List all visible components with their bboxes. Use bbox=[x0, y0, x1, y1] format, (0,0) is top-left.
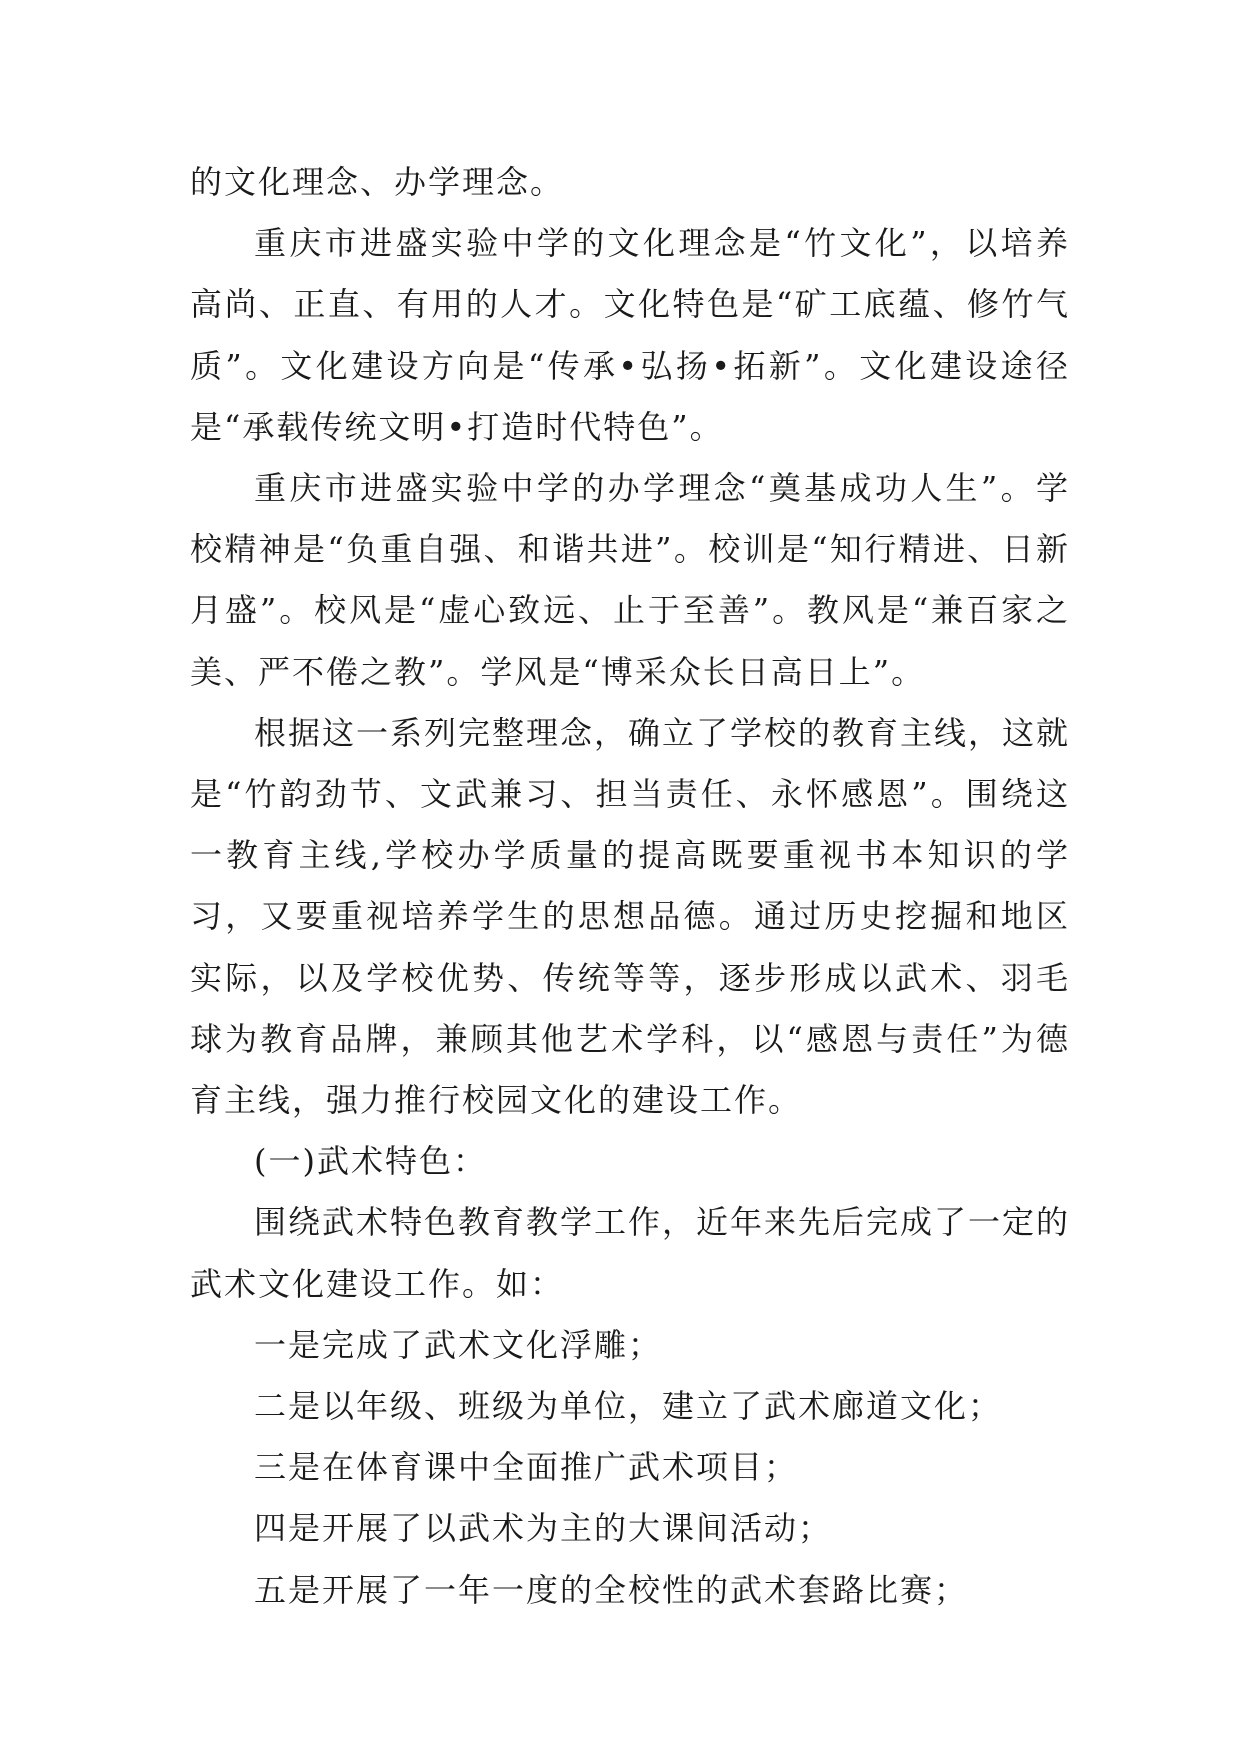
section-heading: (一)武术特色： bbox=[254, 1142, 487, 1181]
paragraph-3: 重庆市进盛实验中学的办学理念“奠基成功人生”。学校精神是“负重自强、和谐共进”。校训是“知行精进、日新月盛”。校风是“虚心致远、止于至善”。教风是“兼百家之美、严不倦之教”。学风是“博采众长日高日上”。 bbox=[190, 469, 1070, 691]
paragraph-5: 围绕武术特色教育教学工作，近年来先后完成了一定的武术文化建设工作。如： bbox=[190, 1203, 1071, 1303]
list-item-2: 二是以年级、班级为单位，建立了武术廊道文化； bbox=[254, 1387, 1003, 1426]
list-item-3: 三是在体育课中全面推广武术项目； bbox=[254, 1448, 799, 1487]
paragraph-1: 的文化理念、办学理念。 bbox=[190, 163, 565, 201]
list-item-5: 五是开展了一年一度的全校性的武术套路比赛； bbox=[254, 1570, 969, 1609]
document-body bbox=[190, 152, 1070, 1621]
list-item-4: 四是开展了以武术为主的大课间活动； bbox=[254, 1509, 833, 1548]
paragraph-4: 根据这一系列完整理念，确立了学校的教育主线，这就是“竹韵劲节、文武兼习、担当责任、永怀感恩”。围绕这一教育主线,学校办学质量的提高既要重视书本知识的学习，又要重视培养学生的思想品德。通过历史挖掘和地区实际，以及学校优势、传统等等，逐步形成以武术、羽毛球为教育品牌，兼顾其他艺术学科，以“感恩与责任”为德育主线，强力推行校园文化的建设工作。 bbox=[190, 713, 1071, 1120]
paragraph-2: 重庆市进盛实验中学的文化理念是“竹文化”，以培养高尚、正直、有用的人才。文化特色是“矿工底蕴、修竹气质”。文化建设方向是“传承•弘扬•拓新”。文化建设途径是“承载传统文明•打造时代特色”。 bbox=[190, 224, 1070, 446]
list-item-1: 一是完成了武术文化浮雕； bbox=[254, 1325, 663, 1364]
